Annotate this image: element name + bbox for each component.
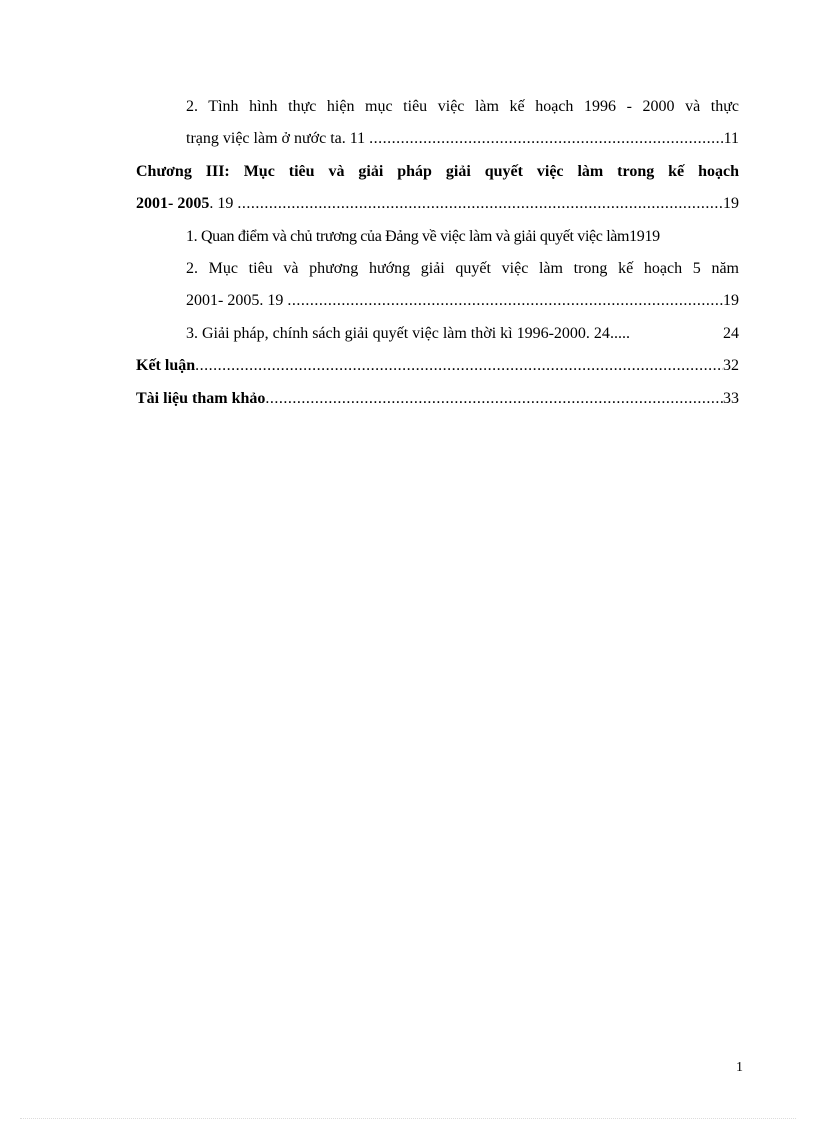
toc-page-number: 32 [723,357,739,375]
toc-entry-employment-situation[interactable] [136,91,739,156]
toc-entry-text: 3. Giải pháp, chính sách giải quyết việc làm thời kì 1996-2000. 24 [186,324,610,342]
toc-entry-line: Chương III: Mục tiêu và giải pháp giải quyết việc làm trong kế hoạch [136,162,739,180]
toc-entry-title: Kết luận [136,357,196,375]
toc-entry-line [136,350,739,382]
toc-entry-line: 2. Tình hình thực hiện mục tiêu việc làm kế hoạch 1996 - 2000 và thực [186,98,739,115]
toc-entry-party-viewpoint[interactable] [136,221,739,253]
toc-page-number: 11 [723,130,739,148]
toc-entry-text: trạng việc làm ở nước ta. 11 [186,130,370,148]
toc-entry-line [186,221,739,253]
toc-entry-line [186,123,739,155]
toc-entry-text: 2001- 2005. 19 [186,292,288,310]
dot-leader [237,188,723,220]
toc-entry-text: 1. Quan điểm và chủ trương của Đảng về việc làm và giải quyết việc làm1919 [186,227,660,245]
toc-entry-line [186,318,739,350]
toc-entry-conclusion[interactable] [136,350,739,382]
toc-entry-line: 2. Mục tiêu và phương hướng giải quyết việc làm trong kế hoạch 5 năm [186,260,739,278]
toc-page-number: 24 [723,324,739,342]
toc-entry-goals-directions[interactable] [136,253,739,318]
dot-leader [287,285,723,317]
toc-entry-line [136,383,739,415]
toc-page-number: 19 [723,292,739,310]
page-number: 1 [736,1060,743,1075]
toc-entry-text: . 19 [209,195,238,213]
dot-leader [369,123,723,155]
toc-entry-solutions-policies[interactable] [136,318,739,350]
toc-entry-line [186,285,739,317]
toc-entry-references[interactable] [136,383,739,415]
toc-page-number: 33 [723,389,739,407]
toc-entry-text-bold: 2001- 2005 [136,195,210,213]
toc-entry-title: Tài liệu tham khảo [136,389,266,407]
toc-entry-chapter-3[interactable] [136,156,739,221]
toc-page-number: 19 [723,195,739,213]
page-border-dotted [20,1118,796,1120]
dot-leader [265,383,723,415]
table-of-contents [136,91,739,415]
dot-leader: ..... [609,324,630,342]
toc-entry-line [136,188,739,220]
dot-leader [195,350,723,382]
